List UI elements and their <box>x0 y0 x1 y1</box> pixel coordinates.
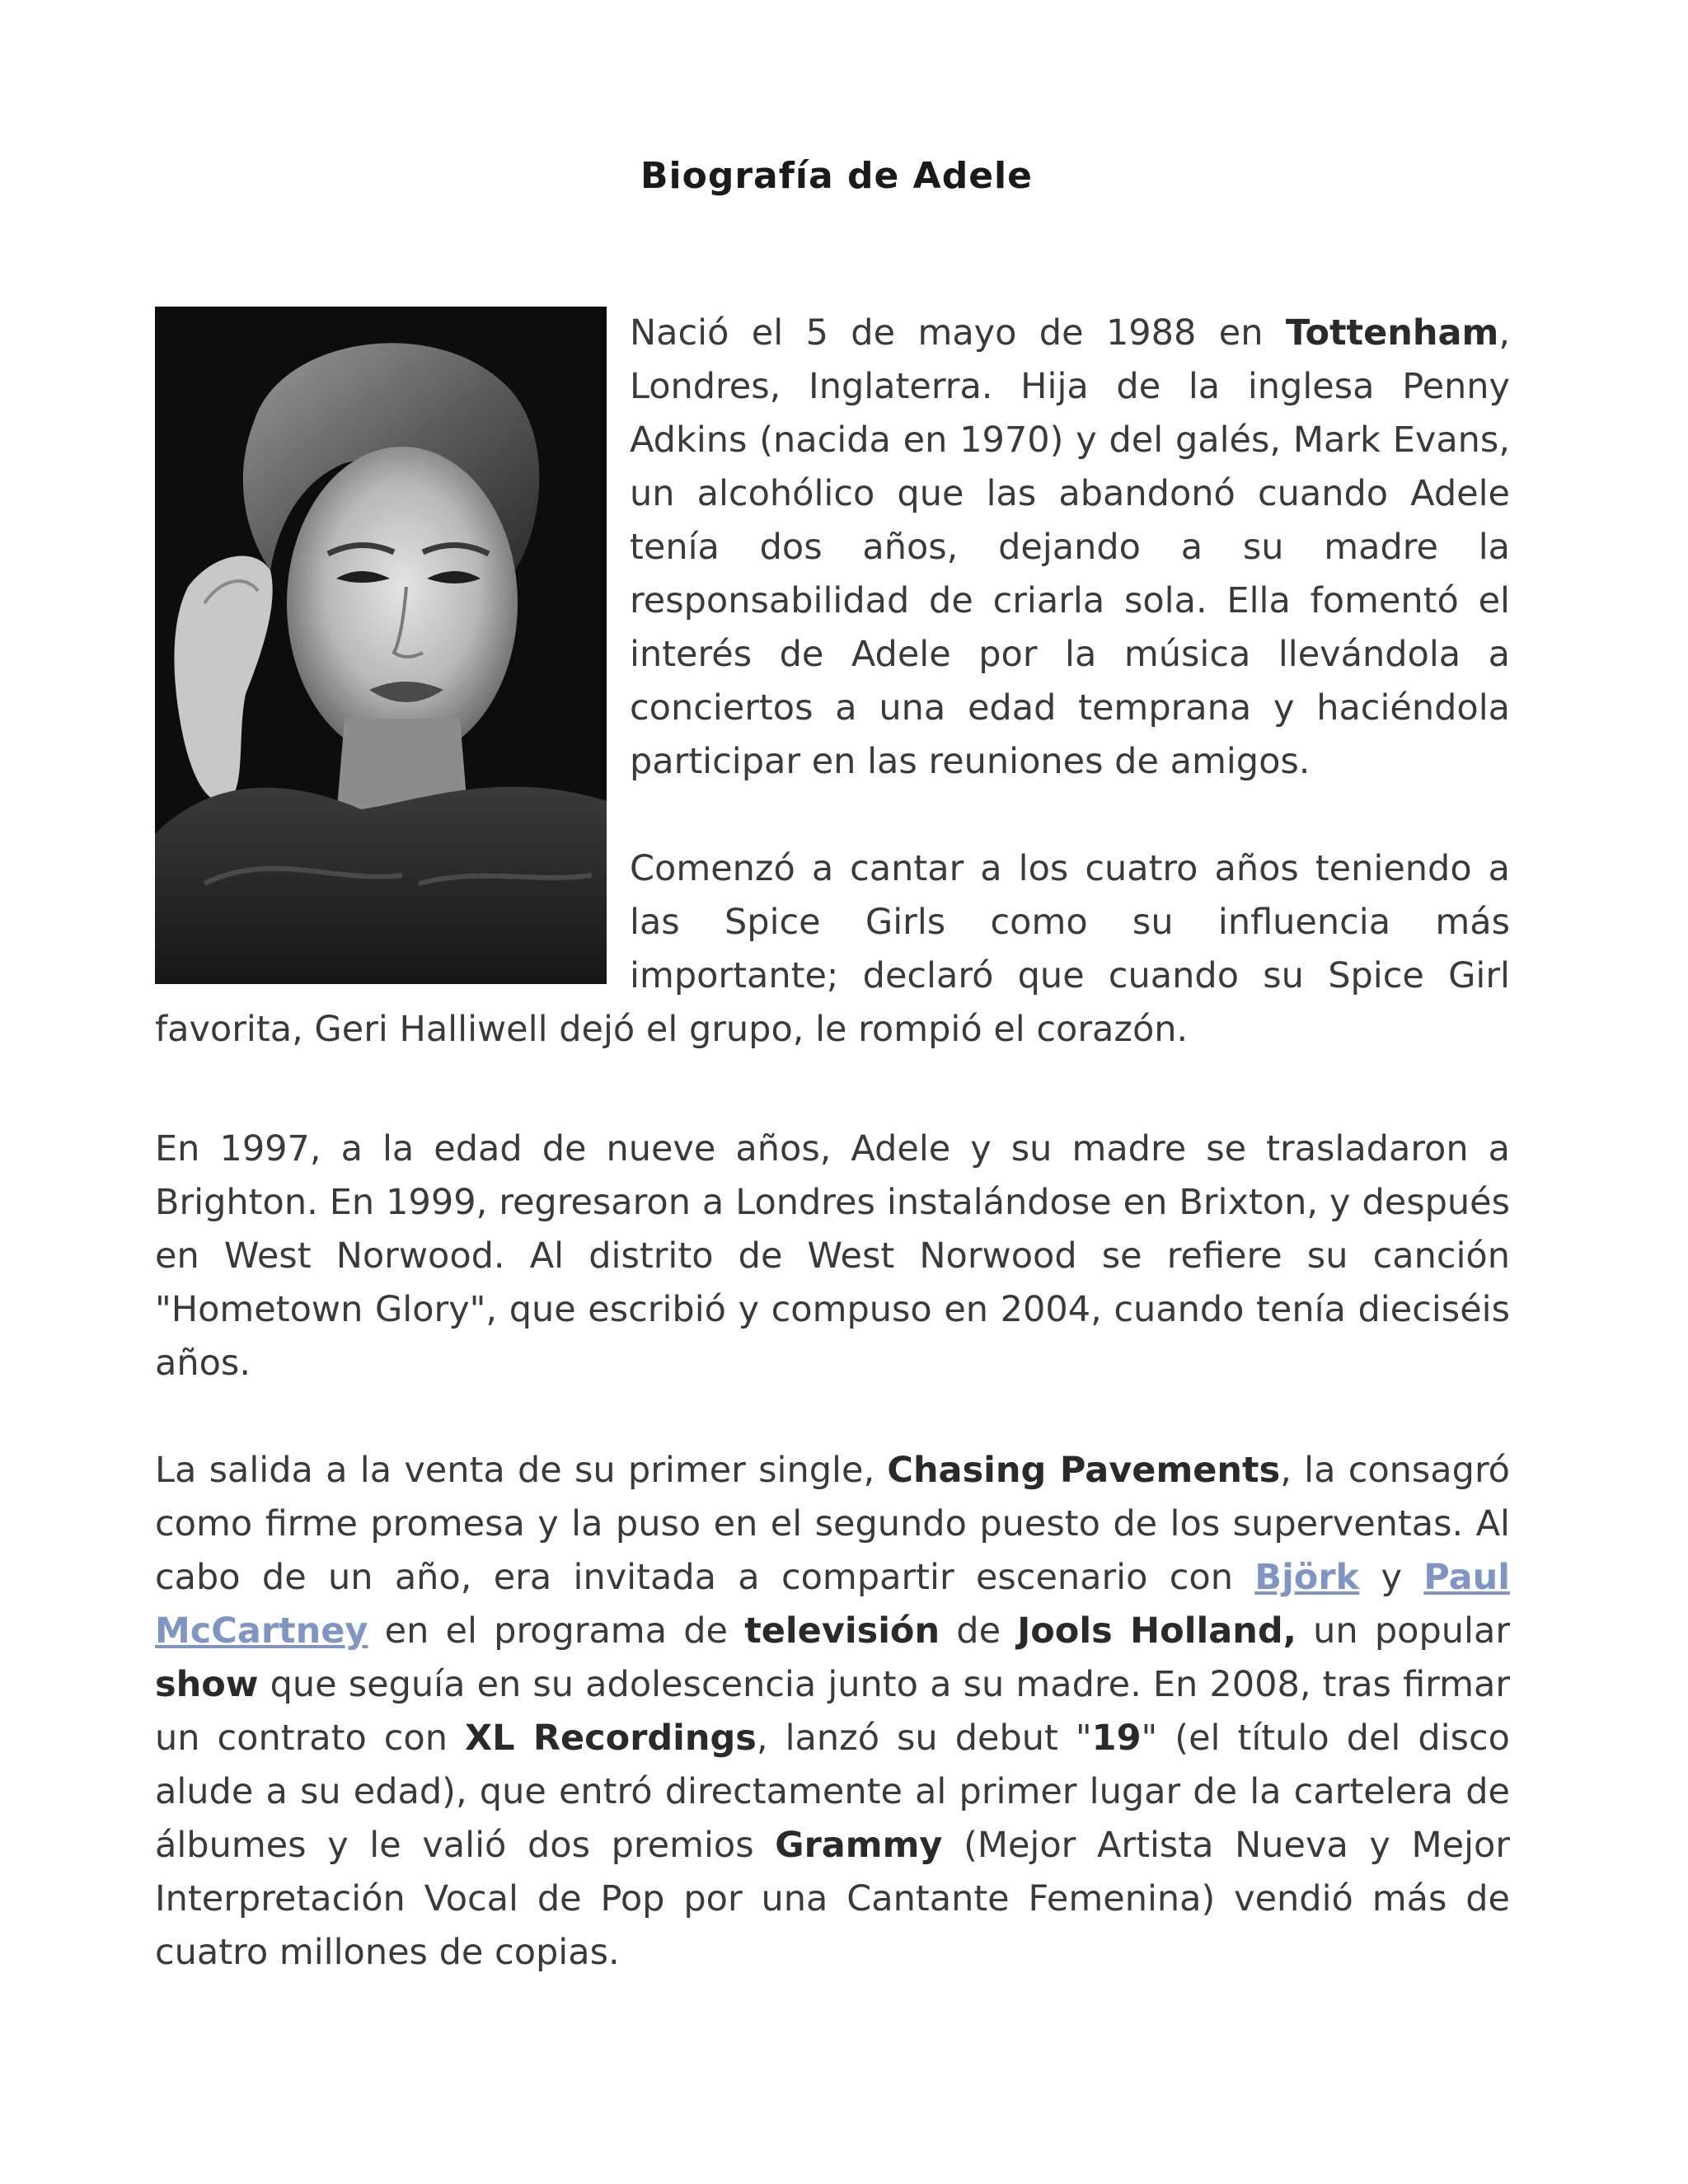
paragraph-move: En 1997, a la edad de nueve años, Adele y su madre se trasladaron a Brighton. En 1999, regresaron a Londres instalándose en Brixton, y después en West Norwood. Al distrito de West Norwood se refiere su canción "Hometown Glory", que escribió y compuso en 2004, cuando tenía dieciséis años. <box>155 1128 1510 1384</box>
bold-19: 19 <box>1091 1718 1142 1759</box>
bold-tottenham: Tottenham <box>1285 312 1499 354</box>
text-span: Nació el 5 de mayo de 1988 en <box>630 312 1286 354</box>
text-span: , la consagró como firme promesa y la puso en el segundo puesto de los superventas. Al cabo de un año, era invitada a compartir escenario con <box>155 1450 1510 1598</box>
bold-grammy: Grammy <box>775 1825 943 1866</box>
page-title: Biografía de Adele <box>640 155 1033 197</box>
text-span: en el programa de <box>368 1610 745 1652</box>
bold-show: show <box>155 1664 259 1705</box>
text-span: " (el título del disco alude a su edad), que entró directamente al primer lugar de la cartelera de álbumes y le valió dos premios <box>155 1718 1510 1866</box>
link-paul-mccartney[interactable]: Paul McCartney <box>155 1557 1510 1652</box>
text-span: (Mejor Artista Nueva y Mejor Interpretación Vocal de Pop por una Cantante Femenina) vendió más de cuatro millones de copias. <box>155 1825 1511 1973</box>
link-bjork[interactable]: Björk <box>1254 1557 1360 1598</box>
paragraph-childhood: Comenzó a cantar a los cuatro años teniendo a las Spice Girls como su influencia más importante; declaró que cuando su Spice Girl favorita, Geri Halliwell dejó el grupo, le rompió el corazón. <box>155 848 1510 1050</box>
text-span: y <box>1359 1557 1424 1598</box>
bold-television: televisión <box>744 1610 940 1652</box>
text-span: La salida a la venta de su primer single, <box>155 1450 888 1491</box>
paragraph-career <box>155 1444 1510 1980</box>
text-span: un popular <box>1296 1610 1510 1652</box>
text-span: , Londres, Inglaterra. Hija de la inglesa Penny Adkins (nacida en 1970) y del galés, Mark Evans, un alcohólico que las abandonó cuando Adele tenía dos años, dejando a su madre la responsabilidad de criarla sola. Ella fomentó el interés de Adele por la música llevándola a conciertos a una edad temprana y haciéndola participar en las reuniones de amigos. <box>630 312 1510 782</box>
text-span: que seguía en su adolescencia junto a su madre. En 2008, tras firmar un contrato con <box>155 1664 1510 1759</box>
text-span: de <box>940 1610 1018 1652</box>
text-span: , lanzó su debut " <box>756 1718 1092 1759</box>
bold-jools-holland: Jools Holland, <box>1017 1610 1296 1652</box>
adele-portrait-image <box>155 307 607 984</box>
bold-chasing-pavements: Chasing Pavements <box>887 1450 1281 1491</box>
bold-xl-recordings: XL Recordings <box>465 1718 757 1759</box>
document-body <box>155 307 1510 1980</box>
